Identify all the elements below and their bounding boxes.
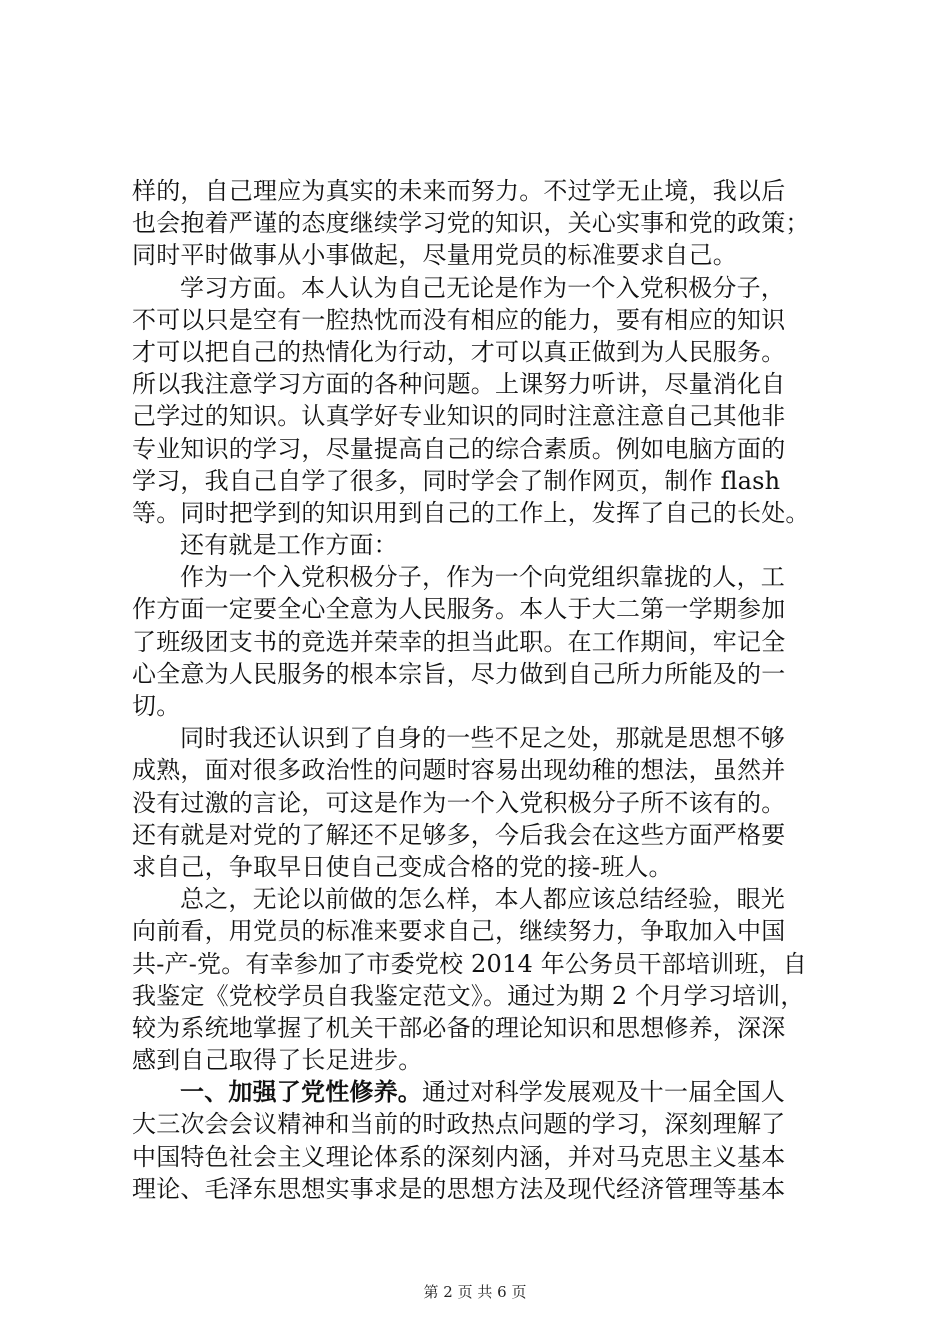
text-line: 感到自己取得了长足进步。 bbox=[132, 1046, 423, 1075]
text-line: 同时我还认识到了自身的一些不足之处，那就是思想不够 bbox=[180, 724, 785, 753]
text-line: 切。 bbox=[132, 692, 181, 720]
text-line: 中国特色社会主义理论体系的深刻内涵，并对马克思主义基本 bbox=[132, 1142, 786, 1171]
text-line: 了班级团支书的竞选并荣幸的担当此职。在工作期间，牢记全 bbox=[132, 627, 786, 656]
text-line: 同时平时做事从小事做起，尽量用党员的标准要求自己。 bbox=[132, 241, 737, 270]
text-line: 所以我注意学习方面的各种问题。上课努力听讲，尽量消化自 bbox=[132, 370, 786, 399]
text-line: 大三次会会议精神和当前的时政热点问题的学习，深刻理解了 bbox=[132, 1110, 786, 1139]
text-line: 才可以把自己的热情化为行动，才可以真正做到为人民服务。 bbox=[132, 337, 786, 366]
text-line: 作为一个入党积极分子，作为一个向党组织靠拢的人，工 bbox=[180, 563, 785, 592]
text-line: 向前看，用党员的标准来要求自己，继续努力，争取加入中国 bbox=[132, 917, 786, 946]
text-line: 我鉴定《党校学员自我鉴定范文》。通过为期 2 个月学习培训， bbox=[132, 981, 805, 1010]
text-line: 样的，自己理应为真实的未来而努力。不过学无止境，我以后 bbox=[132, 177, 786, 205]
text-line: 求自己，争取早日使自己变成合格的党的接-班人。 bbox=[132, 852, 673, 881]
text-line: 没有过激的言论，可这是作为一个入党积极分子所不该有的。 bbox=[132, 788, 786, 817]
text-line: 己学过的知识。认真学好专业知识的同时注意注意自己其他非 bbox=[132, 402, 786, 431]
text-line: 不可以只是空有一腔热忱而没有相应的能力，要有相应的知识 bbox=[132, 305, 786, 334]
text-line: 也会抱着严谨的态度继续学习党的知识，关心实事和党的政策； bbox=[132, 209, 810, 238]
text-line: 等。同时把学到的知识用到自己的工作上，发挥了自己的长处。 bbox=[132, 498, 810, 527]
text-line: 总之，无论以前做的怎么样，本人都应该总结经验，眼光 bbox=[180, 885, 785, 914]
text-line: 较为系统地掌握了机关干部必备的理论知识和思想修养，深深 bbox=[132, 1013, 786, 1042]
text-line: 学习方面。本人认为自己无论是作为一个入党积极分子， bbox=[180, 273, 785, 302]
text-line: 专业知识的学习，尽量提高自己的综合素质。例如电脑方面的 bbox=[132, 434, 786, 463]
section-heading-rest: 通过对科学发展观及十一届全国人 bbox=[422, 1078, 785, 1107]
page-footer: 第 2 页 共 6 页 bbox=[423, 1283, 527, 1301]
text-line: 还有就是对党的了解还不足够多，今后我会在这些方面严格要 bbox=[132, 820, 786, 849]
text-line: 还有就是工作方面： bbox=[180, 531, 398, 560]
document-body bbox=[132, 175, 832, 1205]
text-line: 心全意为人民服务的根本宗旨，尽力做到自己所力所能及的一 bbox=[132, 659, 786, 688]
text-line: 学习，我自己自学了很多，同时学会了制作网页，制作 flash bbox=[132, 466, 781, 495]
text-line: 作方面一定要全心全意为人民服务。本人于大二第一学期参加 bbox=[132, 595, 786, 624]
section-heading-line bbox=[132, 1076, 832, 1108]
section-heading: 一、加强了党性修养。 bbox=[180, 1077, 422, 1107]
text-line: 成熟，面对很多政治性的问题时容易出现幼稚的想法，虽然并 bbox=[132, 756, 786, 785]
text-line: 理论、毛泽东思想实事求是的思想方法及现代经济管理等基本 bbox=[132, 1174, 786, 1203]
text-line: 共-产-党。有幸参加了市委党校 2014 年公务员干部培训班，自 bbox=[132, 949, 807, 978]
